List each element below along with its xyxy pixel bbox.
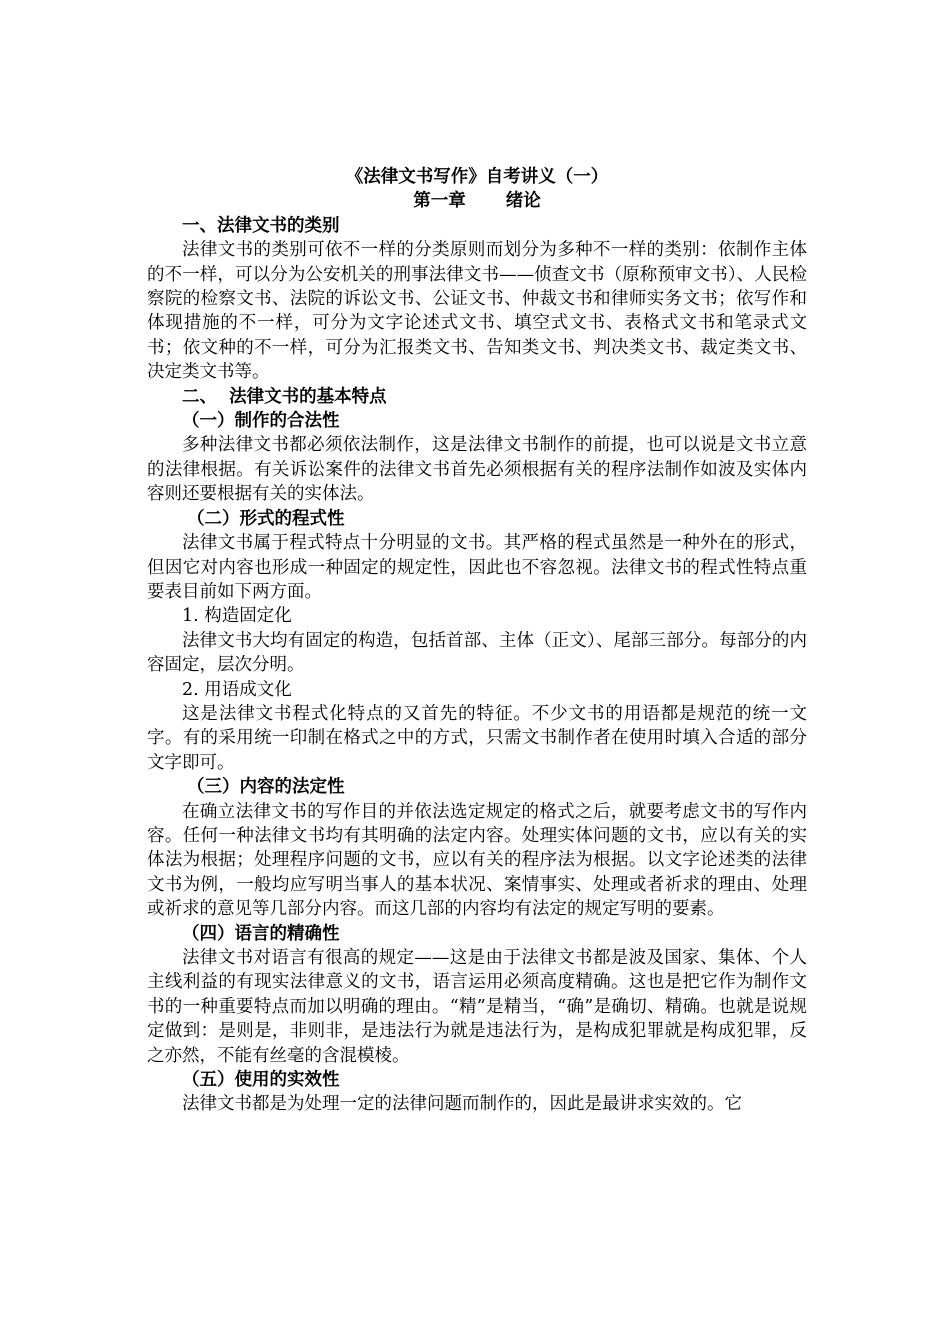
subsection-language-precision-paragraph: 法律文书对语言有很高的规定——这是由于法律文书都是波及国家、集体、个人主线利益的有现实法律意义的文书，语言运用必须高度精确。这也是把它作为制作文书的一种重要特点而加以明确的理由。“精”是精当，“确”是确切、精确。也就是说规定做到：是则是，非则非，是违法行为就是违法行为，是构成犯罪就是构成犯罪，反之亦然，不能有丝毫的含混模棱。 (147, 948, 807, 1066)
subsection-heading-language-precision: （四）语言的精确性 (182, 923, 340, 944)
chapter-heading (147, 189, 807, 213)
subsection-legality-paragraph: 多种法律文书都必须依法制作，这是法律文书制作的前提，也可以说是文书立意的法律根据。有关诉讼案件的法律文书首先必须根据有关的程序法制作如波及实体内容则还要根据有关的实体法。 (147, 435, 807, 505)
list-item-standard-wording: 2. 用语成文化 (182, 679, 292, 700)
document-title: 《法律文书写作》自考讲义（一） (345, 167, 609, 187)
subsection-formality-paragraph: 法律文书属于程式特点十分明显的文书。其严格的程式虽然是一种外在的形式，但因它对内容也形成一种固定的规定性，因此也不容忽视。法律文书的程式性特点重要表目前如下两方面。 (147, 533, 807, 602)
document-body (147, 165, 807, 1117)
subsection-statutory-content-paragraph: 在确立法律文书的写作目的并依法选定规定的格式之后，就要考虑文书的写作内容。任何一种法律文书均有其明确的法定内容。处理实体问题的文书，应以有关的实体法为根据；处理程序问题的文书，应以有关的程序法为根据。以文字论述类的法律文书为例，一般均应写明当事人的基本状况、案情事实、处理或者祈求的理由、处理或祈求的意见等几部分内容。而这几部的内容均有法定的规定写明的要素。 (147, 801, 807, 920)
section-1-paragraph: 法律文书的类别可依不一样的分类原则而划分为多种不一样的类别：依制作主体的不一样，可以分为公安机关的刑事法律文书——侦查文书（原称预审文书）、人民检察院的检察文书、法院的诉讼文书、公证文书、仲裁文书和律师实务文书；依写作和体现措施的不一样，可分为文字论述式文书、填空式文书、表格式文书和笔录式文书；依文种的不一样，可分为汇报类文书、告知类文书、判决类文书、裁定类文书、决定类文书等。 (147, 240, 807, 383)
standard-wording-paragraph: 这是法律文书程式化特点的又首先的特征。不少文书的用语都是规范的统一文字。有的采用统一印制在格式之中的方式，只需文书制作者在使用时填入合适的部分文字即可。 (147, 703, 807, 773)
fixed-structure-paragraph: 法律文书大均有固定的构造，包括首部、主体（正文）、尾部三部分。每部分的内容固定，层次分明。 (147, 630, 807, 676)
chapter-number: 第一章 (413, 191, 466, 212)
subsection-heading-effectiveness: （五）使用的实效性 (182, 1070, 340, 1091)
subsection-heading-formality: （二）形式的程式性 (187, 508, 345, 529)
subsection-heading-statutory-content: （三）内容的法定性 (187, 777, 345, 798)
chapter-name: 绪论 (505, 191, 541, 212)
subsection-heading-legality: （一）制作的合法性 (182, 411, 340, 432)
subsection-effectiveness-paragraph: 法律文书都是为处理一定的法律问题而制作的，因此是最讲求实效的。它 (182, 1094, 742, 1115)
list-item-fixed-structure: 1. 构造固定化 (182, 606, 292, 627)
section-heading-2: 二、 法律文书的基本特点 (182, 386, 387, 407)
section-heading-1: 一、法律文书的类别 (182, 215, 340, 236)
